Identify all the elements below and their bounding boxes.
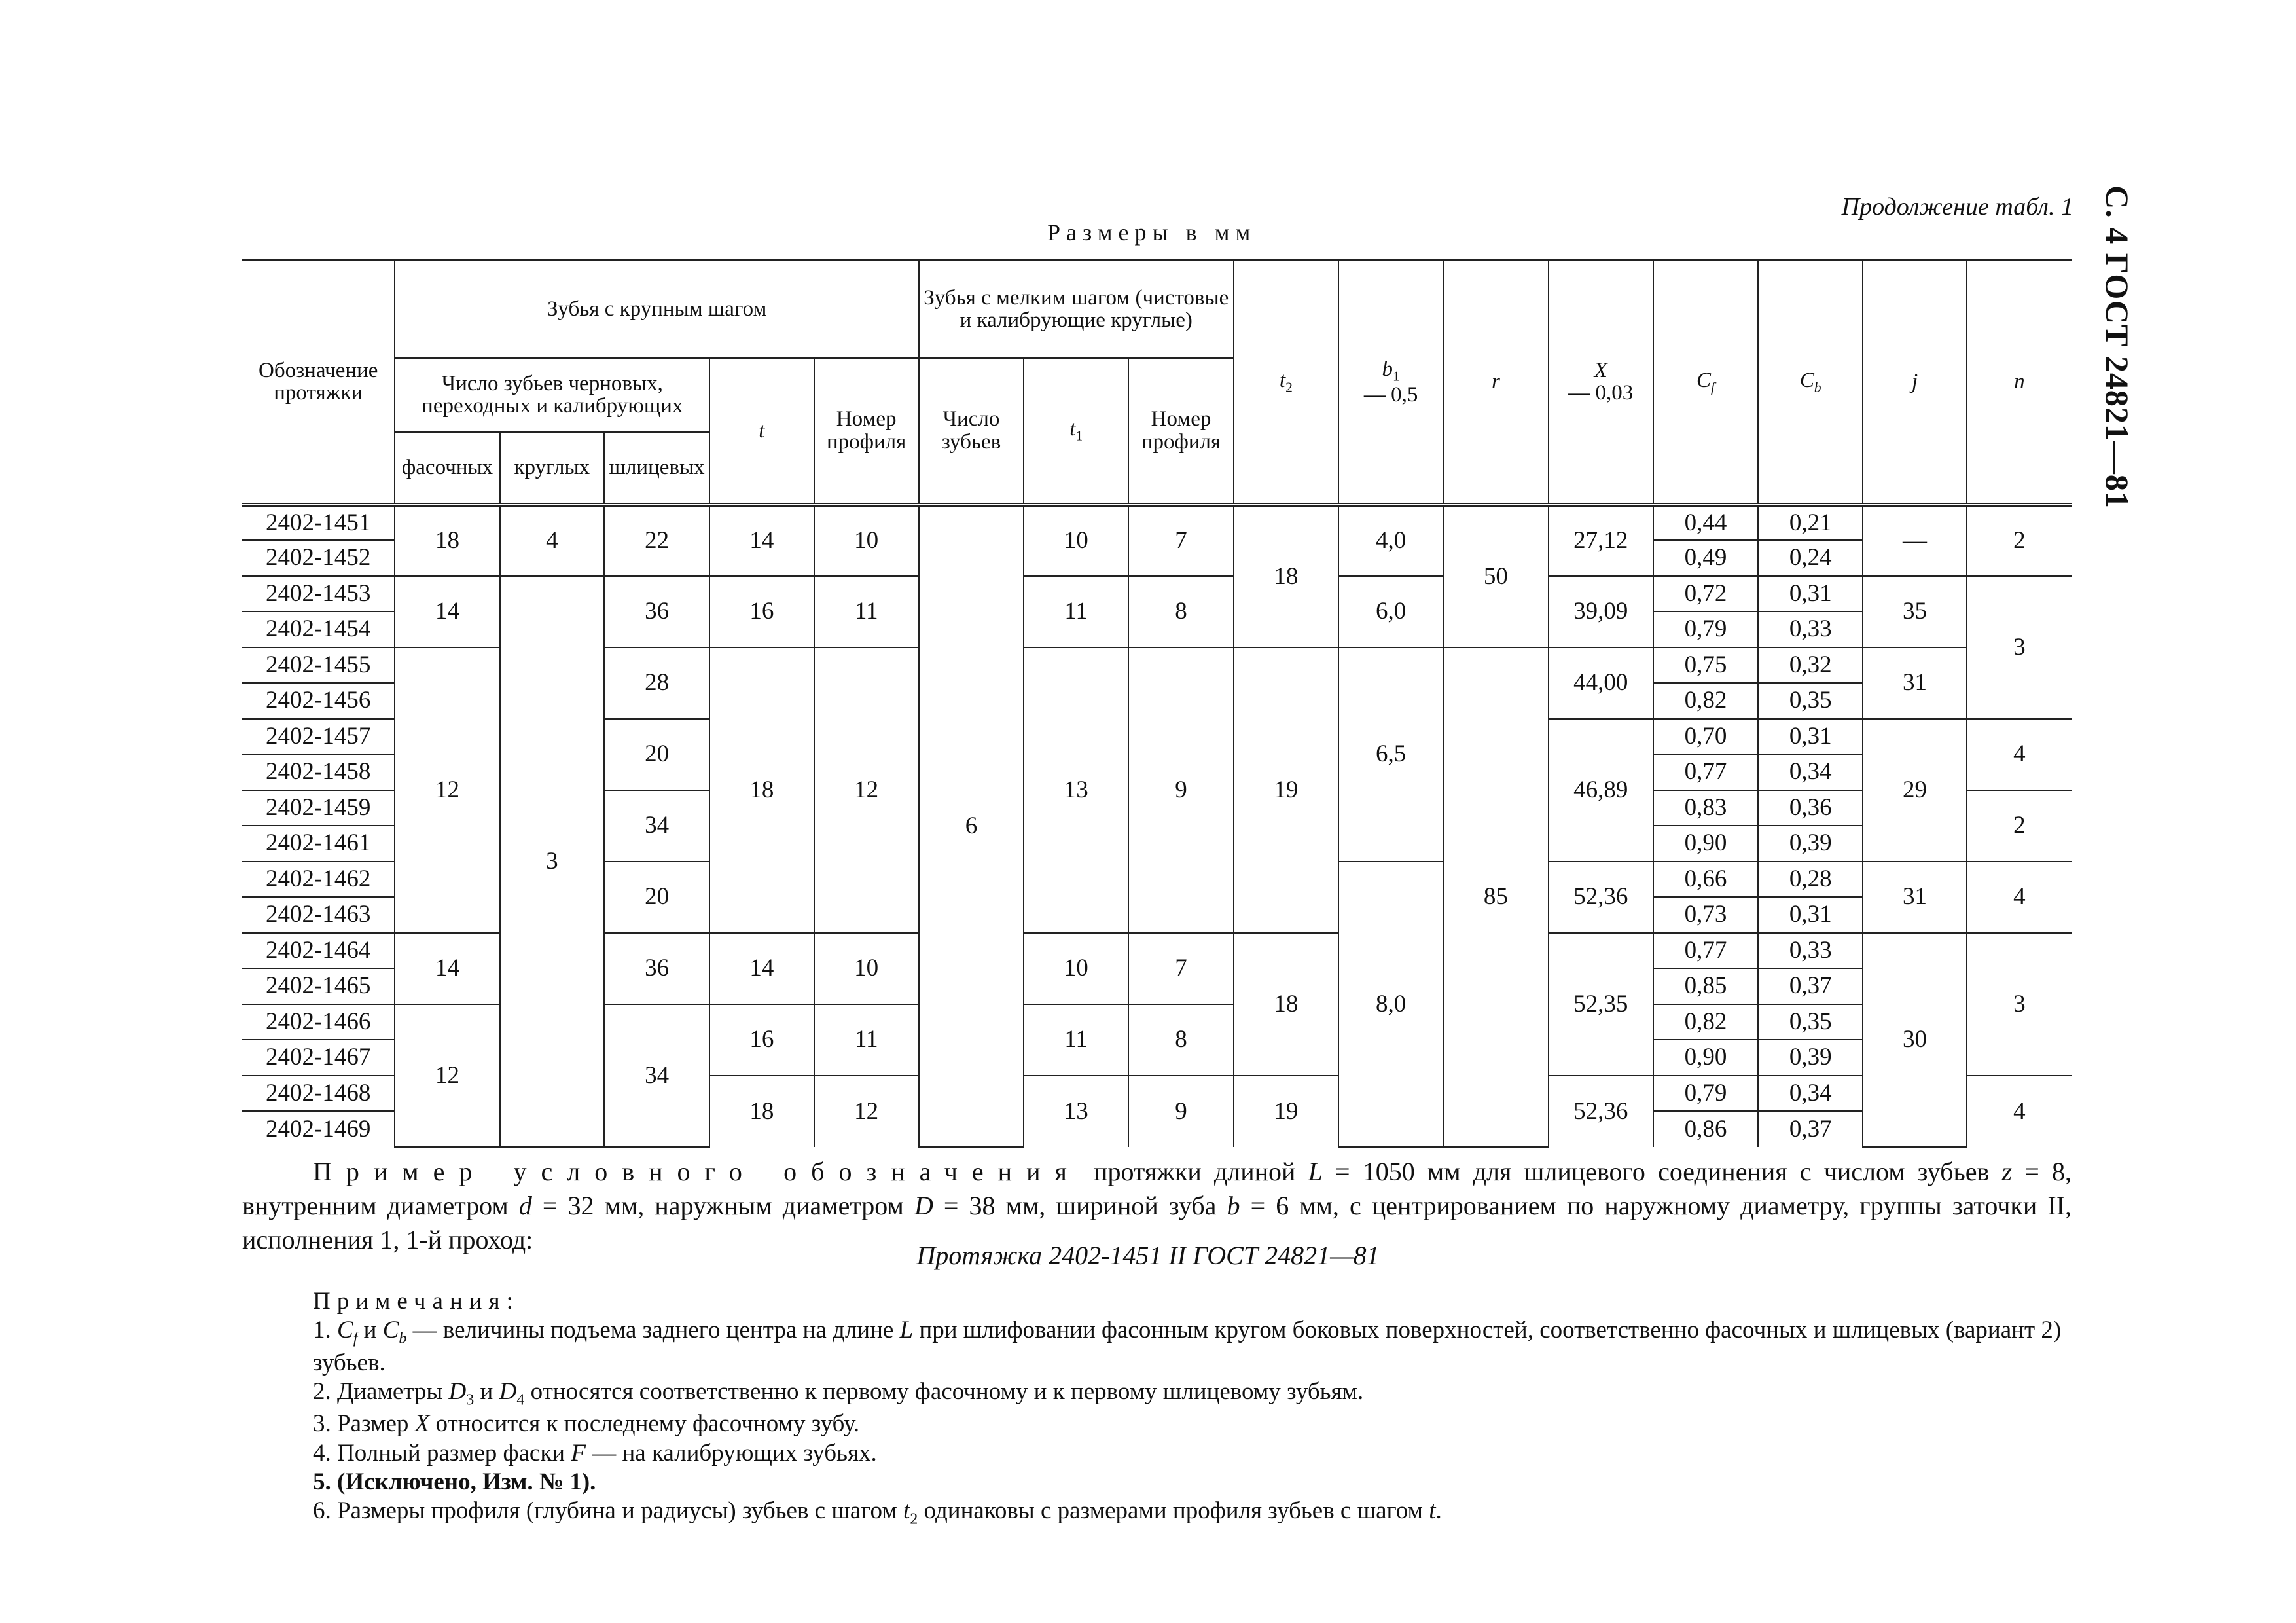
cell-cf: 0,77 <box>1653 754 1758 790</box>
cell-cb: 0,28 <box>1758 862 1863 898</box>
cell-cb: 0,32 <box>1758 647 1863 684</box>
cell-cb: 0,39 <box>1758 826 1863 862</box>
cell-designation: 2402-1467 <box>242 1040 395 1076</box>
cell-x: 46,89 <box>1549 719 1653 862</box>
cell-cf: 0,66 <box>1653 862 1758 898</box>
cell-spline: 36 <box>604 933 709 1004</box>
cell-t2: 19 <box>1234 647 1338 933</box>
header-round: круглых <box>500 432 604 505</box>
cell-designation: 2402-1452 <box>242 540 395 576</box>
note-6-t2-sub: 2 <box>910 1510 918 1528</box>
cell-profile-fine: 9 <box>1128 1076 1233 1147</box>
header-j-symbol: j <box>1911 370 1918 394</box>
cell-round: 3 <box>500 576 604 1147</box>
cell-n: 4 <box>1967 1076 2072 1147</box>
cell-x: 52,35 <box>1549 933 1653 1076</box>
cell-t1: 11 <box>1024 576 1128 647</box>
cell-cb: 0,35 <box>1758 683 1863 719</box>
broach-dimensions-table <box>242 259 2072 1148</box>
note-5-text: 5. (Исключено, Изм. № 1). <box>313 1468 596 1496</box>
cell-designation: 2402-1451 <box>242 505 395 541</box>
note-3-text-2: относится к последнему фасочному зубу. <box>429 1410 860 1438</box>
cell-x: 27,12 <box>1549 505 1653 576</box>
cell-n: 4 <box>1967 719 2072 790</box>
cell-designation: 2402-1464 <box>242 933 395 969</box>
cell-x: 39,09 <box>1549 576 1653 647</box>
note-2-text-2: относятся соответственно к первому фасочному и к первому шлицевому зубьям. <box>524 1378 1364 1406</box>
cell-cf: 0,85 <box>1653 968 1758 1004</box>
cell-cb: 0,36 <box>1758 790 1863 826</box>
cell-spline: 20 <box>604 862 709 933</box>
cell-x: 44,00 <box>1549 647 1653 719</box>
cell-n: 2 <box>1967 505 2072 576</box>
cell-spline: 20 <box>604 719 709 790</box>
example-text-6: = 6 мм, с центрированием по наружному диаметру, группы заточки II, исполнения 1, 1-й проход: <box>242 1191 2072 1254</box>
cell-profile-fine: 7 <box>1128 505 1233 576</box>
header-cb-sub: b <box>1814 379 1821 395</box>
header-cf-symbol: C <box>1696 368 1711 392</box>
header-cf <box>1653 261 1758 505</box>
units-label: Размеры в мм <box>1047 219 1257 246</box>
cell-x: 52,36 <box>1549 862 1653 933</box>
example-text-1: протяжки длиной <box>1081 1157 1308 1186</box>
cell-t: 18 <box>709 647 814 933</box>
cell-cf: 0,75 <box>1653 647 1758 684</box>
header-t <box>709 358 814 505</box>
note-2-d4-sub: 4 <box>516 1391 525 1409</box>
cell-profile-fine: 9 <box>1128 647 1233 933</box>
note-3-text-1: 3. Размер <box>313 1410 415 1438</box>
example-symbol-b: b <box>1227 1191 1240 1220</box>
cell-profile: 10 <box>814 505 919 576</box>
cell-cf: 0,44 <box>1653 505 1758 541</box>
cell-spline: 22 <box>604 505 709 576</box>
cell-x: 52,36 <box>1549 1076 1653 1147</box>
cell-cf: 0,90 <box>1653 826 1758 862</box>
cell-t1: 11 <box>1024 1004 1128 1076</box>
cell-cf: 0,79 <box>1653 1076 1758 1112</box>
header-t1-sub: 1 <box>1075 428 1083 444</box>
header-r <box>1443 261 1548 505</box>
header-x-tolerance: — 0,03 <box>1568 381 1634 405</box>
note-1-cf-sub: f <box>353 1330 358 1347</box>
note-1-text-1: — величины подъема заднего центра на длине <box>406 1317 900 1344</box>
table-continuation-label: Продолжение табл. 1 <box>1841 193 2073 221</box>
cell-profile: 11 <box>814 1004 919 1076</box>
cell-t: 18 <box>709 1076 814 1147</box>
cell-b1: 6,0 <box>1338 576 1443 647</box>
cell-cb: 0,31 <box>1758 897 1863 933</box>
header-j <box>1863 261 1966 505</box>
example-symbol-d: d <box>518 1191 532 1220</box>
header-n <box>1967 261 2072 505</box>
cell-t2: 18 <box>1234 933 1338 1076</box>
cell-cf: 0,72 <box>1653 576 1758 612</box>
cell-designation: 2402-1458 <box>242 754 395 790</box>
cell-cb: 0,37 <box>1758 1111 1863 1147</box>
cell-profile: 10 <box>814 933 919 1004</box>
cell-cb: 0,31 <box>1758 576 1863 612</box>
cell-designation: 2402-1459 <box>242 790 395 826</box>
cell-cb: 0,34 <box>1758 754 1863 790</box>
header-fine-teeth: Зубья с мелким шагом (чистовые и калибрующие круглые) <box>919 261 1234 358</box>
cell-designation: 2402-1457 <box>242 719 395 755</box>
header-t1-symbol: t <box>1069 417 1076 441</box>
notes-title: Примечания: <box>313 1288 520 1315</box>
cell-t1: 10 <box>1024 933 1128 1004</box>
header-teeth-count: Число зубьев черновых, переходных и калибрующих <box>395 358 709 432</box>
cell-chamfer: 12 <box>395 1004 499 1147</box>
note-6-t: t <box>1429 1497 1436 1525</box>
cell-cf: 0,70 <box>1653 719 1758 755</box>
cell-designation: 2402-1465 <box>242 968 395 1004</box>
cell-n: 2 <box>1967 790 2072 862</box>
cell-cb: 0,24 <box>1758 540 1863 576</box>
cell-spline: 34 <box>604 790 709 862</box>
note-2-d3: D <box>448 1378 467 1406</box>
header-b1 <box>1338 261 1443 505</box>
note-1-cb-sub: b <box>399 1330 407 1347</box>
cell-j: 30 <box>1863 933 1966 1147</box>
note-3 <box>242 1410 2072 1438</box>
note-2-and: и <box>474 1378 499 1406</box>
side-header-text: С. 4 ГОСТ 24821—81 <box>2099 185 2136 509</box>
cell-cb: 0,34 <box>1758 1076 1863 1112</box>
cell-b1: 8,0 <box>1338 862 1443 1147</box>
cell-chamfer: 12 <box>395 647 499 933</box>
cell-cb: 0,37 <box>1758 968 1863 1004</box>
cell-t: 14 <box>709 505 814 576</box>
cell-j: — <box>1863 505 1966 576</box>
note-1 <box>242 1316 2072 1377</box>
cell-designation: 2402-1455 <box>242 647 395 684</box>
cell-cf: 0,82 <box>1653 1004 1758 1040</box>
cell-designation: 2402-1461 <box>242 826 395 862</box>
cell-t1: 13 <box>1024 1076 1128 1147</box>
cell-n: 4 <box>1967 862 2072 933</box>
header-teeth-number: Число зубьев <box>919 358 1024 505</box>
note-1-L: L <box>899 1317 914 1344</box>
header-cb-symbol: C <box>1799 368 1814 392</box>
cell-chamfer: 18 <box>395 505 499 576</box>
note-1-cb: C <box>382 1317 399 1344</box>
header-b1-symbol: b <box>1382 357 1393 381</box>
cell-j: 35 <box>1863 576 1966 647</box>
header-cb <box>1758 261 1863 505</box>
cell-designation: 2402-1462 <box>242 862 395 898</box>
cell-j: 31 <box>1863 647 1966 719</box>
cell-t1: 13 <box>1024 647 1128 933</box>
header-profile-number-fine: Номер профиля <box>1128 358 1233 505</box>
note-6 <box>242 1497 2072 1529</box>
cell-designation: 2402-1466 <box>242 1004 395 1040</box>
note-2-text-1: 2. Диаметры <box>313 1378 449 1406</box>
header-t2-sub: 2 <box>1285 379 1293 395</box>
cell-cf: 0,79 <box>1653 611 1758 647</box>
header-r-symbol: r <box>1491 370 1500 394</box>
cell-cb: 0,35 <box>1758 1004 1863 1040</box>
note-2-d3-sub: 3 <box>466 1391 475 1409</box>
example-text-3: = 8, внутренним диаметром <box>242 1157 2072 1220</box>
header-coarse-teeth: Зубья с крупным шагом <box>395 261 918 358</box>
cell-profile: 12 <box>814 647 919 933</box>
cell-j: 31 <box>1863 862 1966 933</box>
cell-round: 4 <box>500 505 604 576</box>
cell-designation: 2402-1469 <box>242 1111 395 1147</box>
header-t1 <box>1024 358 1128 505</box>
cell-t: 14 <box>709 933 814 1004</box>
example-symbol-z: z <box>2001 1157 2013 1186</box>
cell-cb: 0,33 <box>1758 933 1863 969</box>
cell-j: 29 <box>1863 719 1966 862</box>
cell-profile-fine: 7 <box>1128 933 1233 1004</box>
cell-profile-fine: 8 <box>1128 576 1233 647</box>
cell-b1: 4,0 <box>1338 505 1443 576</box>
header-profile-number: Номер профиля <box>814 358 919 505</box>
cell-cf: 0,77 <box>1653 933 1758 969</box>
cell-cf: 0,82 <box>1653 683 1758 719</box>
note-2-d4: D <box>499 1378 517 1406</box>
cell-n: 3 <box>1967 933 2072 1076</box>
cell-chamfer: 14 <box>395 576 499 647</box>
cell-spline: 34 <box>604 1004 709 1147</box>
cell-t: 16 <box>709 1004 814 1076</box>
example-symbol-D: D <box>914 1191 933 1220</box>
cell-profile: 11 <box>814 576 919 647</box>
note-6-t2: t <box>903 1497 910 1525</box>
note-5 <box>242 1468 2072 1497</box>
note-1-num: 1. <box>313 1317 337 1344</box>
header-cf-sub: f <box>1710 379 1715 395</box>
header-t2 <box>1234 261 1338 505</box>
cell-t1: 10 <box>1024 505 1128 576</box>
note-4-text-2: — на калибрующих зубьях. <box>585 1439 877 1467</box>
cell-cf: 0,90 <box>1653 1040 1758 1076</box>
cell-t2: 18 <box>1234 505 1338 647</box>
cell-cf: 0,86 <box>1653 1111 1758 1147</box>
cell-spline: 36 <box>604 576 709 647</box>
note-3-x: X <box>414 1410 430 1438</box>
header-t-symbol: t <box>759 418 765 443</box>
example-text-4: = 32 мм, наружным диаметром <box>531 1191 914 1220</box>
cell-cf: 0,73 <box>1653 897 1758 933</box>
cell-b1: 6,5 <box>1338 647 1443 862</box>
cell-designation: 2402-1468 <box>242 1076 395 1112</box>
cell-designation: 2402-1463 <box>242 897 395 933</box>
header-x <box>1549 261 1653 505</box>
cell-r: 85 <box>1443 647 1548 1147</box>
note-1-cf: C <box>337 1317 353 1344</box>
cell-cb: 0,21 <box>1758 505 1863 541</box>
example-designation: Протяжка 2402-1451 II ГОСТ 24821—81 <box>916 1241 1380 1270</box>
header-x-symbol: X <box>1594 358 1607 382</box>
cell-cf: 0,49 <box>1653 540 1758 576</box>
cell-spline: 28 <box>604 647 709 719</box>
header-designation: Обозначение протяжки <box>242 261 395 505</box>
cell-cb: 0,31 <box>1758 719 1863 755</box>
cell-r: 50 <box>1443 505 1548 647</box>
example-symbol-L: L <box>1308 1157 1323 1186</box>
cell-profile-fine: 8 <box>1128 1004 1233 1076</box>
note-1-and: и <box>357 1317 383 1344</box>
cell-designation: 2402-1453 <box>242 576 395 612</box>
cell-n: 3 <box>1967 576 2072 719</box>
header-n-symbol: n <box>2014 370 2025 394</box>
cell-chamfer: 14 <box>395 933 499 1004</box>
header-b1-tolerance: — 0,5 <box>1363 382 1418 407</box>
cell-designation: 2402-1456 <box>242 683 395 719</box>
example-text-5: = 38 мм, шириной зуба <box>933 1191 1227 1220</box>
cell-designation: 2402-1454 <box>242 611 395 647</box>
header-b1-sub: 1 <box>1393 368 1400 384</box>
note-1-text-2: при шлифовании фасонным кругом боковых поверхностей, соответственно фасочных и шлицевых (вариант 2) зубьев. <box>313 1317 2062 1376</box>
cell-teeth-number: 6 <box>919 505 1024 1147</box>
note-2 <box>242 1377 2072 1410</box>
note-4-f: F <box>571 1439 586 1467</box>
notes-section <box>242 1287 2072 1529</box>
header-t2-symbol: t <box>1279 368 1286 392</box>
cell-cb: 0,33 <box>1758 611 1863 647</box>
note-4-text-1: 4. Полный размер фаски <box>313 1439 571 1467</box>
note-6-text-3: . <box>1435 1497 1442 1525</box>
note-4 <box>242 1439 2072 1468</box>
example-text-2: = 1050 мм для шлицевого соединения с числом зубьев <box>1322 1157 2002 1186</box>
cell-t: 16 <box>709 576 814 647</box>
cell-profile: 12 <box>814 1076 919 1147</box>
note-6-text-2: одинаковы с размерами профиля зубьев с шагом <box>918 1497 1429 1525</box>
header-chamfer: фасочных <box>395 432 499 505</box>
cell-cf: 0,83 <box>1653 790 1758 826</box>
cell-cb: 0,39 <box>1758 1040 1863 1076</box>
note-6-text-1: 6. Размеры профиля (глубина и радиусы) зубьев с шагом <box>313 1497 903 1525</box>
page-side-header <box>2081 185 2153 509</box>
cell-t2: 19 <box>1234 1076 1338 1147</box>
example-lead: Пример условного обозначения <box>313 1157 1081 1186</box>
header-spline: шлицевых <box>604 432 709 505</box>
